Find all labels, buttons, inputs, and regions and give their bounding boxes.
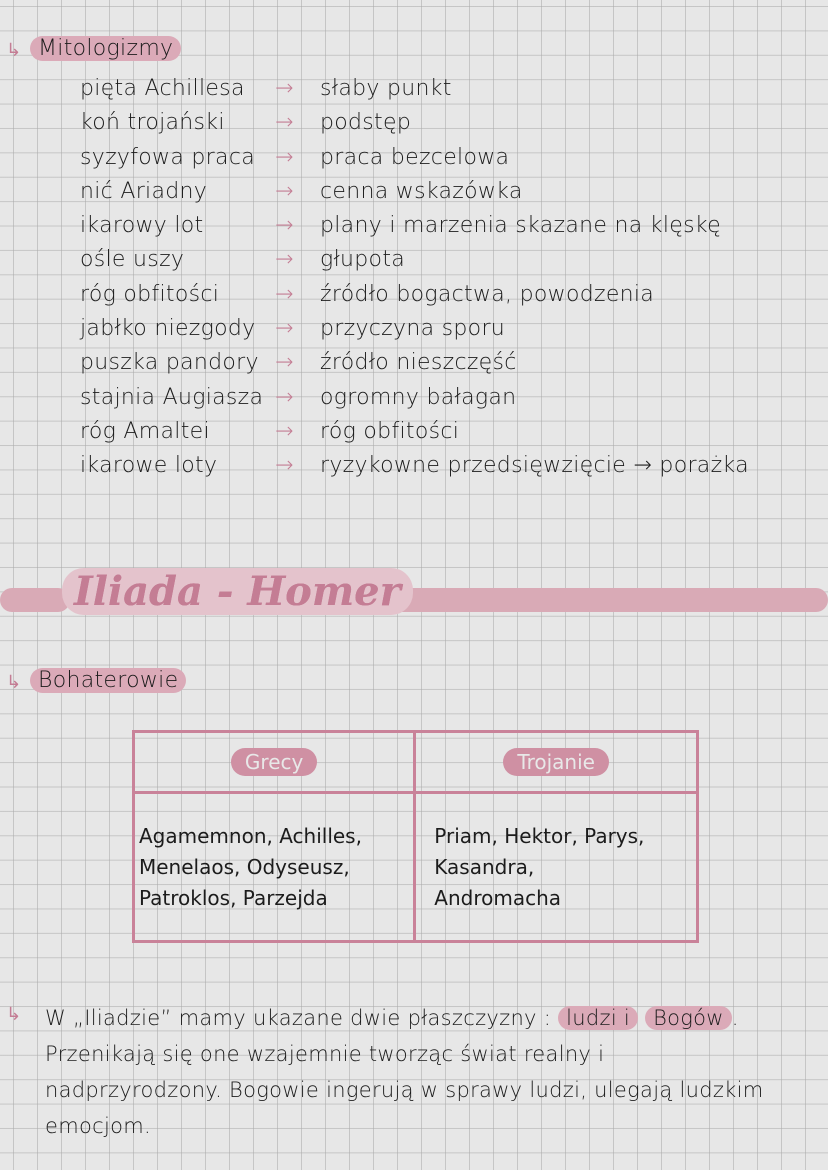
meaning: cenna wskazówka xyxy=(320,178,523,204)
term: ośle uszy xyxy=(80,247,185,273)
arrow-icon: → xyxy=(275,418,294,444)
arrow-icon: → xyxy=(275,281,294,307)
cell-line: Patroklos, Parzejda xyxy=(139,885,328,910)
trojans-cell xyxy=(415,793,698,942)
title-text: Mitologizmy xyxy=(30,36,181,61)
meaning: plany i marzenia skazane na klęskę xyxy=(320,213,721,239)
arrow-bullet-icon: ↳ xyxy=(6,1004,22,1025)
meaning: róg obfitości xyxy=(320,418,460,444)
arrow-icon: → xyxy=(275,384,294,410)
highlight-ludzi: ludzi i xyxy=(558,1006,638,1030)
cell-line: Agamemnon, Achilles, xyxy=(139,823,362,848)
cell-line: Menelaos, Odyseusz, xyxy=(139,854,350,879)
arrow-icon: → xyxy=(275,178,294,204)
term: ikarowe loty xyxy=(80,453,218,479)
arrow-bullet-icon: ↳ xyxy=(6,40,22,61)
term: róg obfitości xyxy=(80,281,220,307)
cell-line: Kasandra, xyxy=(434,854,535,879)
header-text: Grecy xyxy=(231,748,317,776)
term: puszka pandory xyxy=(80,350,259,376)
header-greeks xyxy=(134,732,415,793)
arrow-icon: → xyxy=(275,144,294,170)
heading-band-left xyxy=(0,588,70,612)
meaning: głupota xyxy=(320,247,406,273)
meaning: słaby punkt xyxy=(320,76,452,101)
arrow-icon: → xyxy=(275,213,294,239)
term: koń trojański xyxy=(80,110,225,136)
meaning: ogromny bałagan xyxy=(320,384,517,410)
header-trojans xyxy=(415,732,698,793)
section-title-mitologizmy xyxy=(30,36,181,61)
arrow-icon: → xyxy=(275,316,294,342)
term: nić Ariadny xyxy=(80,178,208,204)
arrow-icon: → xyxy=(275,76,294,101)
header-text: Trojanie xyxy=(503,748,609,776)
arrow-bullet-icon: ↳ xyxy=(6,672,22,693)
para-text: W „Iliadzie” mamy ukazane dwie płaszczyzny : xyxy=(45,1006,559,1030)
heroes-table xyxy=(132,730,699,943)
cell-line: Andromacha xyxy=(434,885,562,910)
term: róg Amaltei xyxy=(80,418,210,444)
meaning: źródło nieszczęść xyxy=(320,350,517,376)
arrow-icon: → xyxy=(275,247,294,273)
title-text: Bohaterowie xyxy=(30,668,186,693)
arrow-icon: → xyxy=(275,453,294,479)
arrow-icon: → xyxy=(275,350,294,376)
cell-line: Priam, Hektor, Parys, xyxy=(434,823,645,848)
heading-iliada-homer: Iliada - Homer xyxy=(62,568,413,615)
meaning: przyczyna sporu xyxy=(320,316,506,342)
greeks-cell xyxy=(134,793,415,942)
meaning: ryzykowne przedsięwzięcie → porażka xyxy=(320,453,749,479)
highlight-bogow: Bogów xyxy=(645,1006,732,1030)
meaning: źródło bogactwa, powodzenia xyxy=(320,281,655,307)
meaning: praca bezcelowa xyxy=(320,144,510,170)
term: stajnia Augiasza xyxy=(80,384,264,410)
summary-paragraph xyxy=(45,1000,785,1144)
term: jabłko niezgody xyxy=(80,316,256,342)
meaning: podstęp xyxy=(320,110,412,136)
arrow-icon: → xyxy=(275,110,294,136)
section-title-bohaterowie xyxy=(30,668,186,693)
para-text: . Przenikają się one wzajemnie tworząc świat realny i nadprzyrodzony. Bogowie ingerują w sprawy ludzi, ulegają ludzkim emocjom. xyxy=(45,1006,764,1138)
term: pięta Achillesa xyxy=(80,76,245,101)
term: syzyfowa praca xyxy=(80,144,255,170)
heading-band-right xyxy=(385,588,828,612)
term: ikarowy lot xyxy=(80,213,204,239)
